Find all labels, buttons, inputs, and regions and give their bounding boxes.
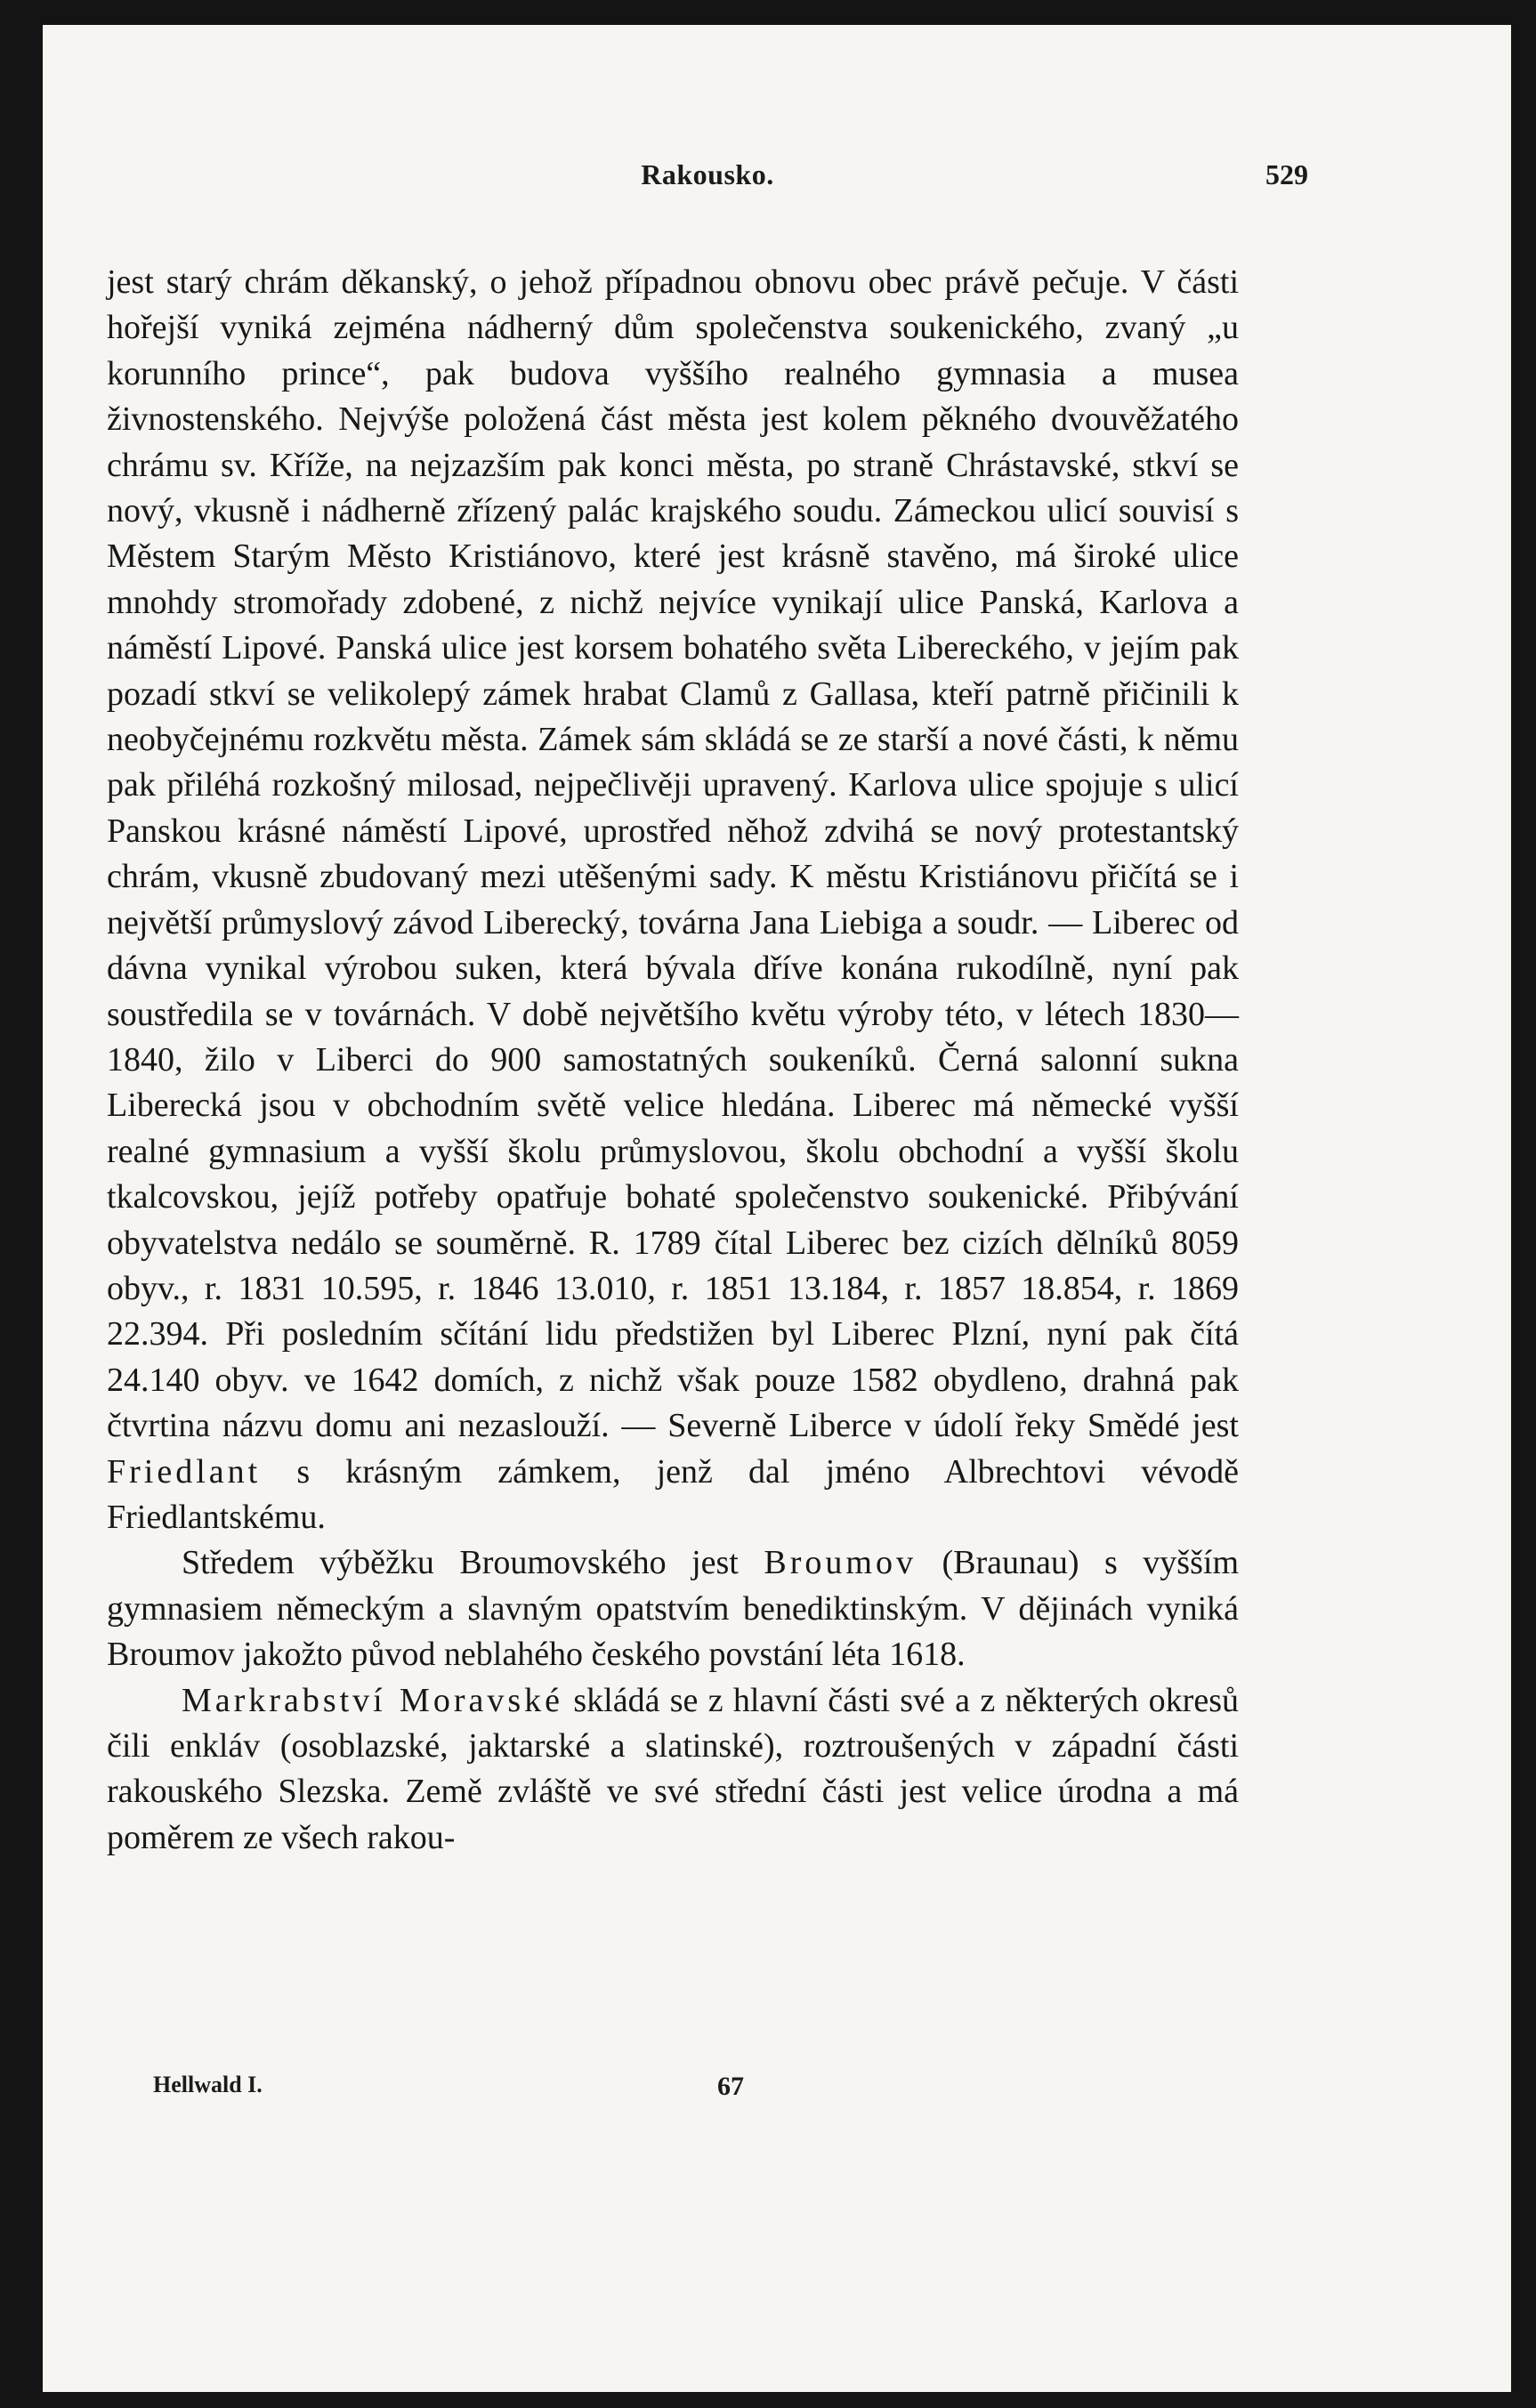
running-header bbox=[107, 158, 1308, 203]
paragraph-morava bbox=[107, 1678, 1239, 1862]
paragraph-text: skládá se z hlavní části své a z některých okresů čili enkláv (osoblazské, jaktarské a slatinské), roztroušených v západní části rakouského Slezska. Země zvláště ve své střední části jest velice úrodna a má poměrem ze všech rakou- bbox=[107, 1681, 1239, 1856]
paragraph-text: (Braunau) s vyšším gymnasiem německým a slavným opatstvím benediktinským. V dějinách vyniká Broumov jakožto původ neblahého českého povstání léta 1618. bbox=[107, 1544, 1240, 1674]
paragraph-broumov bbox=[107, 1540, 1239, 1677]
spaced-name-friedlant: Friedlant bbox=[107, 1452, 262, 1491]
printer-signature: Hellwald I. bbox=[153, 2072, 263, 2097]
sheet-number: 67 bbox=[717, 2072, 744, 2101]
page-number: 529 bbox=[1265, 158, 1308, 190]
paragraph-text: jest starý chrám děkanský, o jehož případnou obnovu obec právě pečuje. V části hořejší vyniká zejména nádherný dům společenstva soukenického, zvaný „u korunního prince“, pak budova vyššího realného gymnasia a musea živnostenského. Nejvýše položená část města jest kolem pěkného dvouvěžatého chrámu sv. Kříže, na nejzazším pak konci města, po straně Chrástavské, stkví se nový, vkusně i nádherně zřízený palác krajského soudu. Zámeckou ulicí souvisí s Městem Starým Město Kristiánovo, které jest krásně stavěno, má široké ulice mnohdy stromořady zdobené, z nichž nejvíce vynikají ulice Panská, Karlova a náměstí Lipové. Panská ulice jest korsem bohatého světa Libereckého, v jejím pak pozadí stkví se velikolepý zámek hrabat Clamů z Gallasa, kteří patrně přičinili k neobyčejnému rozkvětu města. Zámek sám skládá se ze starší a nové části, k němu pak přiléhá rozkošný milosad, nejpečlivěji upravený. Karlova ulice spojuje s ulicí Panskou krásné náměstí Lipové, uprostřed něhož zdvihá se nový protestantský chrám, vkusně zbudovaný mezi utěšenými sady. K městu Kristiánovu přičítá se i největší průmyslový závod Liberecký, továrna Jana Liebiga a soudr. — Liberec od dávna vynikal výrobou suken, která bývala dříve konána rukodílně, nyní pak soustředila se v továrnách. V době největšího květu výroby této, v létech 1830—1840, žilo v Liberci do 900 samostatných soukeníků. Černá salonní sukna Liberecká jsou v obchodním světě velice hledána. Liberec má německé vyšší realné gymnasium a vyšší školu průmyslovou, školu obchodní a vyšší školu tkalcovskou, jejíž potřeby opatřuje bohaté společenstvo soukenické. Přibývání obyvatelstva nedálo se souměrně. R. 1789 čítal Liberec bez cizích dělníků 8059 obyv., r. 1831 10.595, r. 1846 13.010, r. 1851 13.184, r. 1857 18.854, r. 1869 22.394. Při posledním sčítání lidu předstižen byl Liberec Plzní, nyní pak čítá 24.140 obyv. ve 1642 domích, z nichž však pouze 1582 obydleno, drahná pak čtvrtina názvu domu ani nezaslouží. — Severně Liberce v údolí řeky Smědé jest bbox=[107, 263, 1239, 1445]
spaced-name-broumov: Broumov bbox=[764, 1544, 917, 1582]
paragraph-text: Středem výběžku Broumovského jest bbox=[182, 1544, 739, 1582]
body-text bbox=[107, 260, 1239, 1861]
spaced-name-morava: Markrabství Moravské bbox=[182, 1681, 564, 1719]
page-footer bbox=[153, 2072, 1308, 2107]
paragraph-liberec bbox=[107, 260, 1239, 1540]
paragraph-text: s krásným zámkem, jenž dal jméno Albrechtovi vévodě Friedlantskému. bbox=[107, 1452, 1240, 1536]
running-title: Rakousko. bbox=[641, 158, 774, 190]
